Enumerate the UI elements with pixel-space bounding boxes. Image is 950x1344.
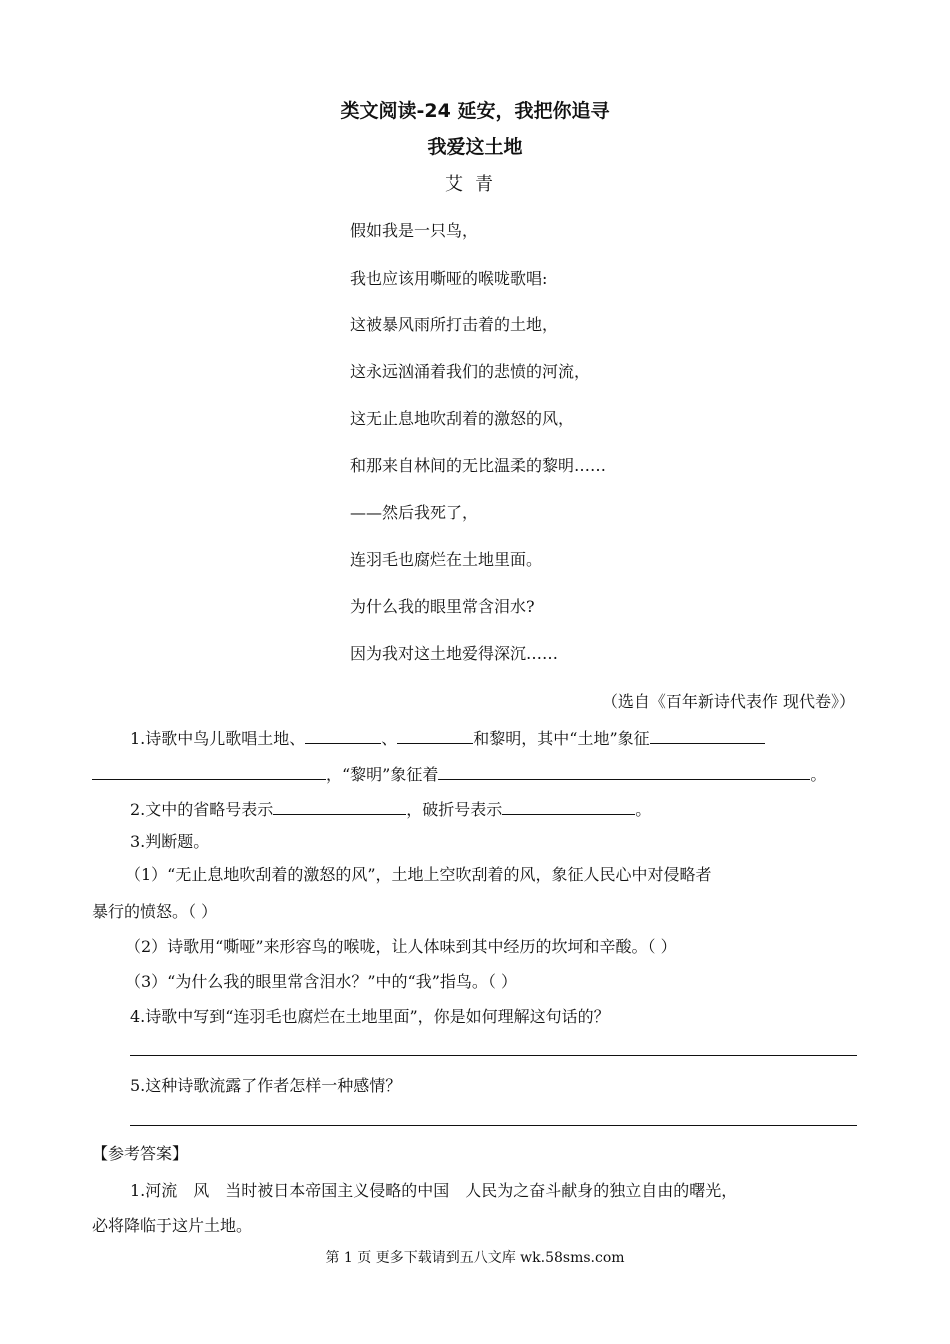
question-2-text-a: 2.文中的省略号表示 xyxy=(130,800,274,819)
question-3-item-3: （3）“为什么我的眼里常含泪水？”中的“我”指鸟。（ ） xyxy=(125,972,517,991)
question-1-text-a: 1.诗歌中鸟儿歌唱土地、 xyxy=(130,729,306,748)
poem-line: 这无止息地吹刮着的激怒的风， xyxy=(350,409,575,428)
question-2-text-b: ，破折号表示 xyxy=(406,800,503,819)
page-title: 类文阅读-24 延安，我把你追寻 xyxy=(340,100,610,122)
question-4: 4.诗歌中写到“连羽毛也腐烂在土地里面”，你是如何理解这句话的？ xyxy=(130,1007,610,1026)
question-3-item-2: （2）诗歌用“嘶哑”来形容鸟的喉咙，让人体味到其中经历的坎坷和辛酸。（ ） xyxy=(125,937,677,956)
answer-blank[interactable] xyxy=(92,761,326,780)
poem-title: 我爱这土地 xyxy=(427,136,523,158)
answer-1-line-2: 必将降临于这片土地。 xyxy=(92,1216,253,1235)
question-3-heading: 3.判断题。 xyxy=(130,832,210,851)
question-1-end: 。 xyxy=(810,765,827,784)
answer-blank[interactable] xyxy=(305,725,381,744)
answers-heading: 【参考答案】 xyxy=(92,1144,189,1163)
answer-1-line-1: 1.河流 风 当时被日本帝国主义侵略的中国 人民为之奋斗献身的独立自由的曙光， xyxy=(130,1181,738,1200)
question-5: 5.这种诗歌流露了作者怎样一种感情？ xyxy=(130,1076,402,1095)
poem-line: 这被暴风雨所打击着的土地， xyxy=(350,315,559,334)
question-3-item-1: （1）“无止息地吹刮着的激怒的风”，土地上空吹刮着的风，象征人民心中对侵略者 xyxy=(125,865,712,884)
answer-blank[interactable] xyxy=(438,761,810,780)
answer-blank[interactable] xyxy=(502,796,635,815)
answer-blank[interactable] xyxy=(397,725,473,744)
answer-line[interactable] xyxy=(130,1055,857,1056)
poem-line: 连羽毛也腐烂在土地里面。 xyxy=(350,550,543,569)
poem-line: 为什么我的眼里常含泪水? xyxy=(350,597,535,616)
question-1-separator: 、 xyxy=(381,729,398,748)
question-1-line-1 xyxy=(130,725,765,749)
poem-line: 这永远汹涌着我们的悲愤的河流， xyxy=(350,362,591,381)
question-1-text-b: 和黎明，其中“土地”象征 xyxy=(473,729,650,748)
poem-source: （选自《百年新诗代表作 现代卷》） xyxy=(601,692,855,711)
question-3-item-1-cont: 暴行的愤怒。（ ） xyxy=(92,902,218,921)
poem-line: 因为我对这土地爱得深沉…… xyxy=(350,644,559,663)
question-2-end: 。 xyxy=(635,800,652,819)
answer-line[interactable] xyxy=(130,1125,857,1126)
page-footer: 第 1 页 更多下载请到五八文库 wk.58sms.com xyxy=(325,1250,625,1266)
poem-author: 艾青 xyxy=(445,174,505,195)
question-2 xyxy=(130,796,651,820)
question-1-text-c: ，“黎明”象征着 xyxy=(326,765,439,784)
poem-line: 假如我是一只鸟， xyxy=(350,221,479,240)
poem-line: ——然后我死了， xyxy=(350,503,479,522)
answer-blank[interactable] xyxy=(273,796,406,815)
answer-blank[interactable] xyxy=(650,725,765,744)
poem-line: 和那来自林间的无比温柔的黎明…… xyxy=(350,456,607,475)
poem-line: 我也应该用嘶哑的喉咙歌唱: xyxy=(350,269,548,288)
question-1-line-2 xyxy=(92,761,826,785)
